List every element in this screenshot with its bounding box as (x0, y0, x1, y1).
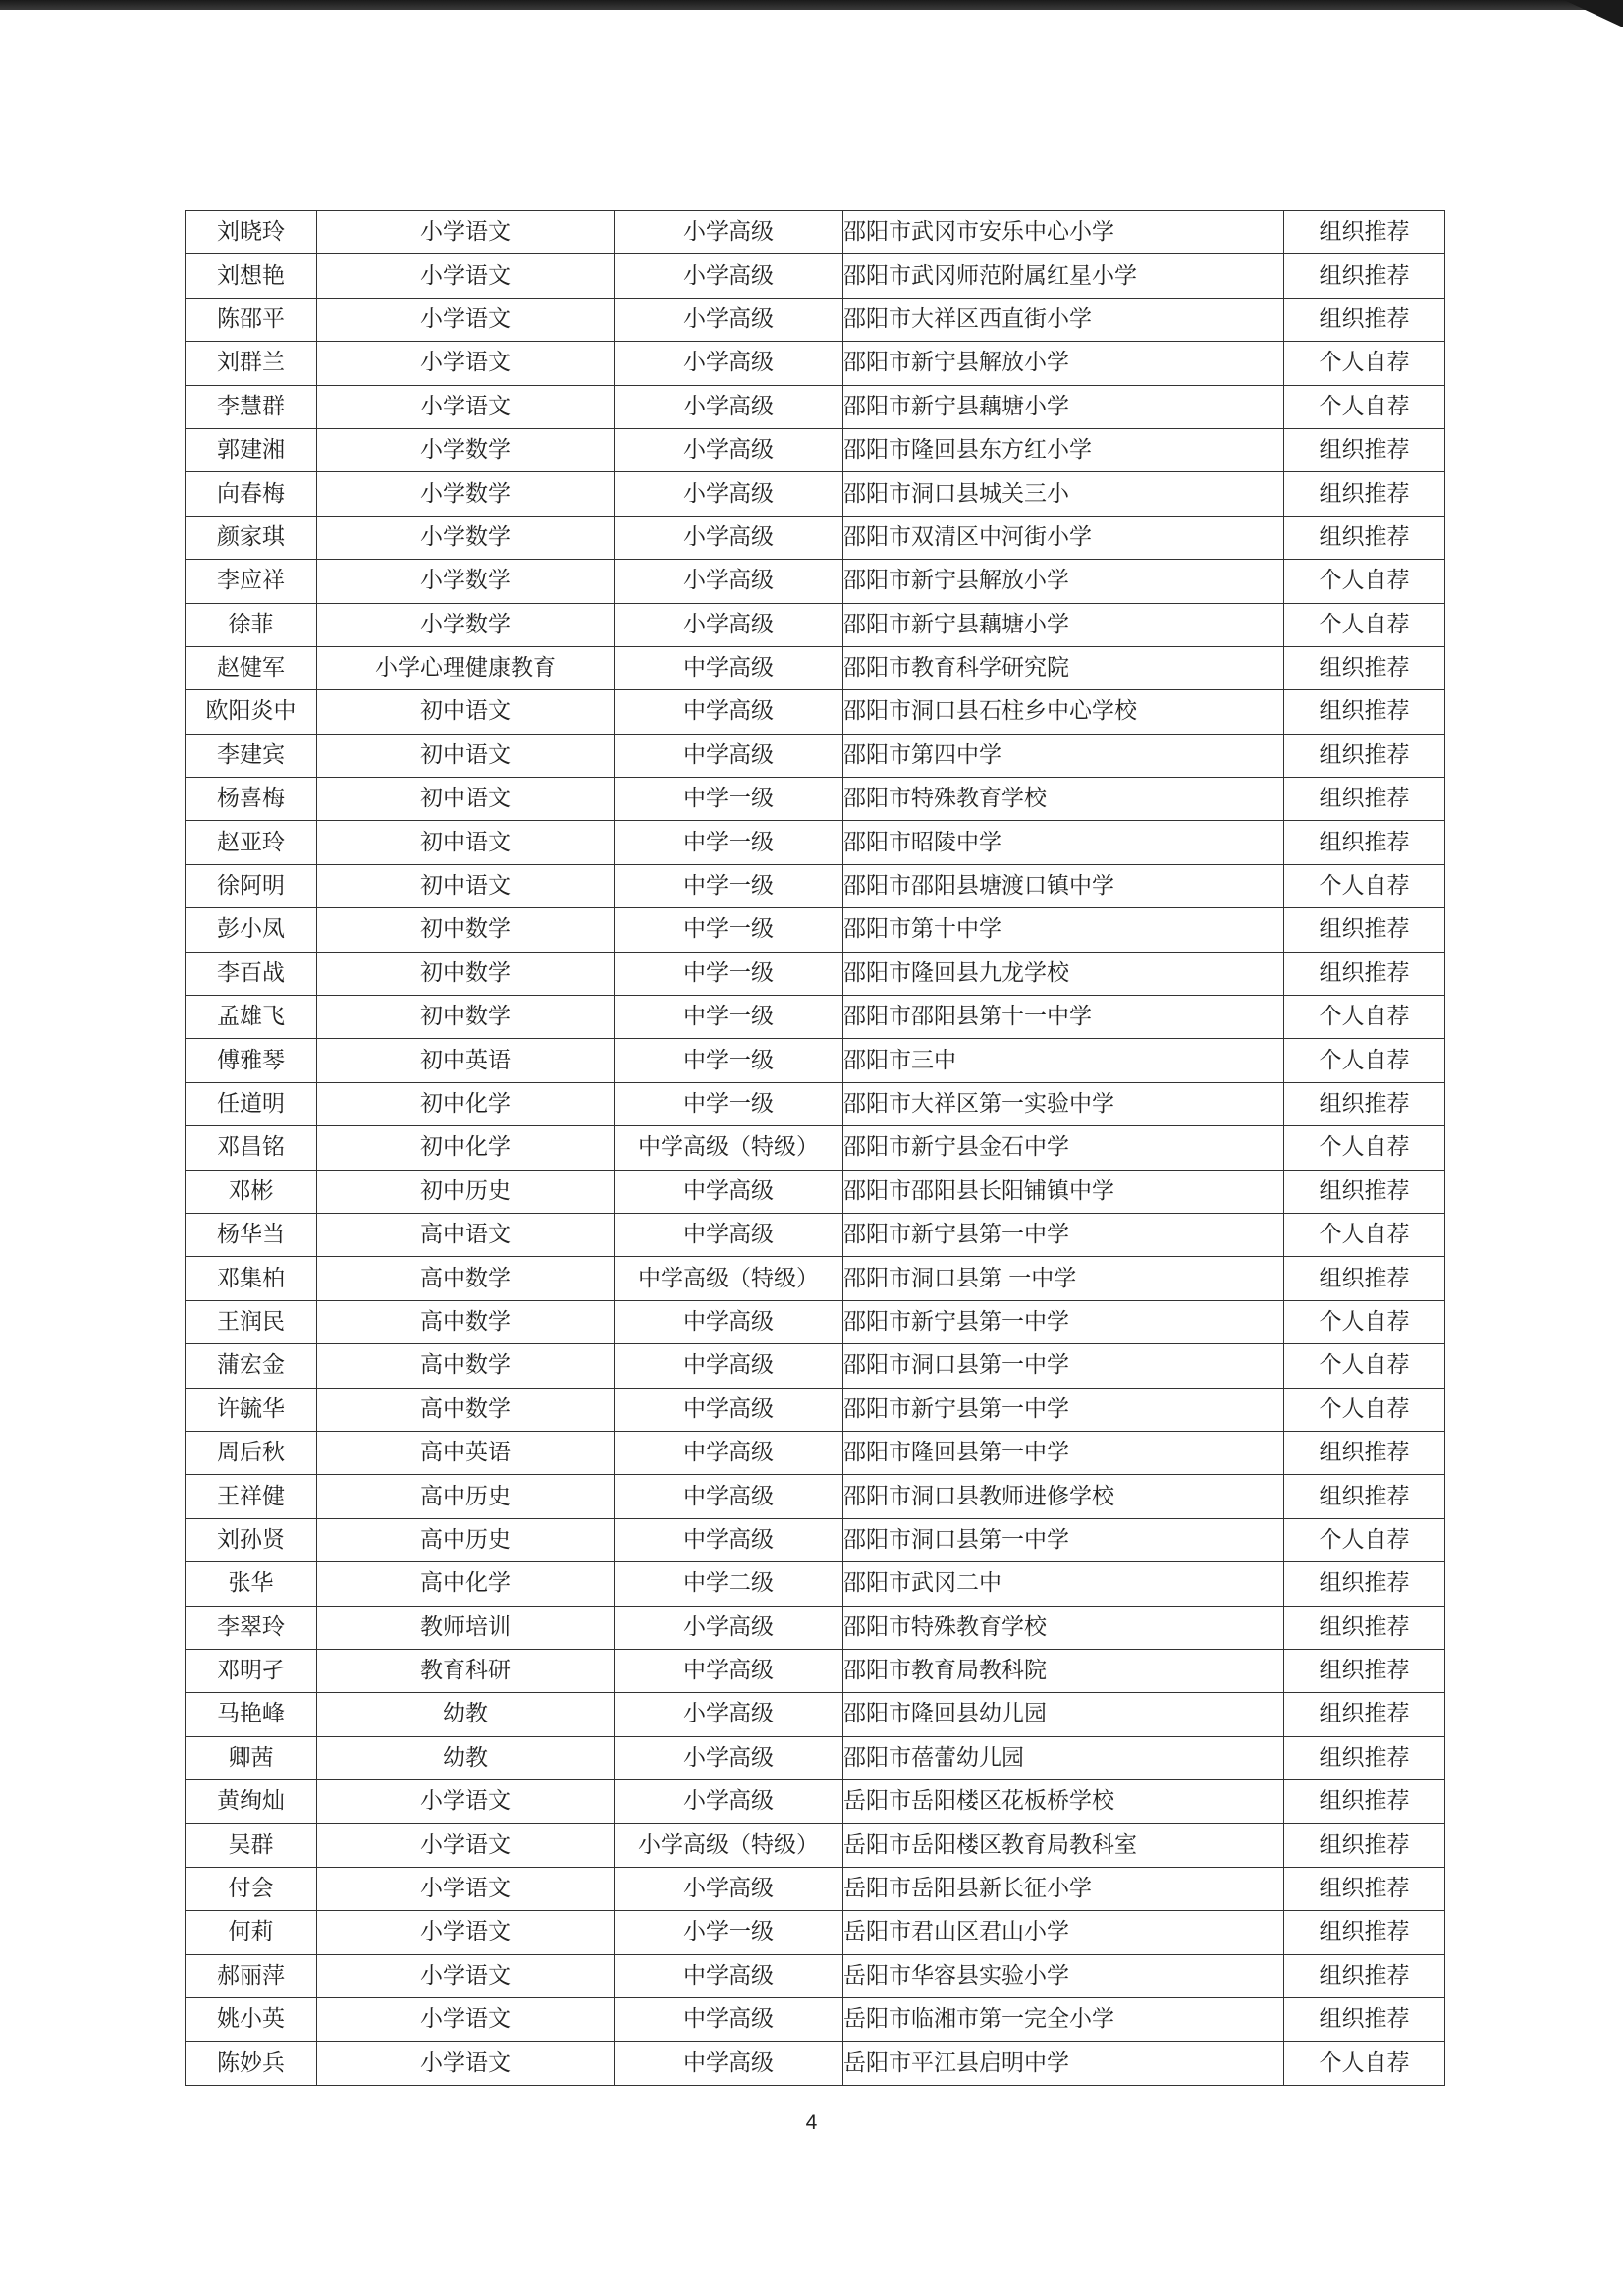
recommendation-type-cell: 个人自荐 (1284, 1300, 1445, 1343)
table-row (186, 1824, 1445, 1867)
subject-cell: 小学语文 (317, 385, 615, 428)
name-cell: 颜家琪 (186, 516, 317, 559)
table-row (186, 385, 1445, 428)
table-row (186, 778, 1445, 821)
school-cell: 邵阳市武冈师范附属红星小学 (843, 254, 1284, 298)
recommendation-type-cell: 组织推荐 (1284, 908, 1445, 952)
name-cell: 何莉 (186, 1911, 317, 1954)
recommendation-type-cell: 组织推荐 (1284, 472, 1445, 516)
school-cell: 邵阳市新宁县第一中学 (843, 1213, 1284, 1256)
recommendation-type-cell: 个人自荐 (1284, 385, 1445, 428)
school-cell: 邵阳市洞口县教师进修学校 (843, 1475, 1284, 1518)
recommendation-type-cell: 组织推荐 (1284, 516, 1445, 559)
recommendation-type-cell: 个人自荐 (1284, 1344, 1445, 1388)
school-cell: 邵阳市邵阳县长阳铺镇中学 (843, 1170, 1284, 1213)
title-cell: 中学高级 (615, 1998, 843, 2042)
subject-cell: 幼教 (317, 1693, 615, 1736)
title-cell: 中学高级（特级） (615, 1126, 843, 1170)
school-cell: 邵阳市洞口县城关三小 (843, 472, 1284, 516)
school-cell: 邵阳市武冈二中 (843, 1562, 1284, 1606)
recommendation-type-cell: 个人自荐 (1284, 1518, 1445, 1561)
school-cell: 邵阳市隆回县第一中学 (843, 1431, 1284, 1474)
subject-cell: 高中数学 (317, 1300, 615, 1343)
table-row (186, 1562, 1445, 1606)
table-row (186, 821, 1445, 864)
subject-cell: 初中语文 (317, 778, 615, 821)
scan-corner-mark (1564, 0, 1623, 27)
name-cell: 杨喜梅 (186, 778, 317, 821)
title-cell: 中学高级 (615, 1475, 843, 1518)
subject-cell: 初中数学 (317, 908, 615, 952)
school-cell: 岳阳市岳阳楼区教育局教科室 (843, 1824, 1284, 1867)
table-row (186, 996, 1445, 1039)
school-cell: 邵阳市大祥区第一实验中学 (843, 1082, 1284, 1125)
title-cell: 小学高级 (615, 603, 843, 646)
subject-cell: 小学语文 (317, 1998, 615, 2042)
table-row (186, 1780, 1445, 1824)
title-cell: 小学高级 (615, 472, 843, 516)
recommendation-type-cell: 个人自荐 (1284, 1213, 1445, 1256)
table-row (186, 1606, 1445, 1649)
name-cell: 徐菲 (186, 603, 317, 646)
recommendation-type-cell: 个人自荐 (1284, 864, 1445, 907)
subject-cell: 初中英语 (317, 1039, 615, 1082)
table-row (186, 952, 1445, 995)
recommendation-type-cell: 组织推荐 (1284, 778, 1445, 821)
subject-cell: 高中数学 (317, 1344, 615, 1388)
table-row (186, 472, 1445, 516)
table-row (186, 1257, 1445, 1300)
school-cell: 邵阳市新宁县第一中学 (843, 1388, 1284, 1431)
table-row (186, 1126, 1445, 1170)
title-cell: 小学高级 (615, 254, 843, 298)
name-cell: 卿茜 (186, 1736, 317, 1779)
subject-cell: 初中数学 (317, 996, 615, 1039)
table-row (186, 1039, 1445, 1082)
subject-cell: 初中化学 (317, 1082, 615, 1125)
school-cell: 邵阳市邵阳县塘渡口镇中学 (843, 864, 1284, 907)
title-cell: 中学高级 (615, 1170, 843, 1213)
school-cell: 邵阳市新宁县藕塘小学 (843, 385, 1284, 428)
subject-cell: 小学语文 (317, 342, 615, 385)
recommendation-type-cell: 个人自荐 (1284, 996, 1445, 1039)
school-cell: 邵阳市隆回县东方红小学 (843, 428, 1284, 471)
title-cell: 小学高级 (615, 298, 843, 341)
subject-cell: 高中化学 (317, 1562, 615, 1606)
name-cell: 傅雅琴 (186, 1039, 317, 1082)
title-cell: 中学高级（特级） (615, 1257, 843, 1300)
subject-cell: 高中语文 (317, 1213, 615, 1256)
recommendation-type-cell: 个人自荐 (1284, 1388, 1445, 1431)
name-cell: 郝丽萍 (186, 1954, 317, 1997)
title-cell: 中学高级 (615, 1431, 843, 1474)
teacher-roster-table (185, 210, 1445, 2086)
table-row (186, 1431, 1445, 1474)
school-cell: 邵阳市三中 (843, 1039, 1284, 1082)
title-cell: 中学一级 (615, 996, 843, 1039)
table-row (186, 646, 1445, 689)
name-cell: 任道明 (186, 1082, 317, 1125)
title-cell: 小学高级 (615, 1606, 843, 1649)
school-cell: 邵阳市教育局教科院 (843, 1649, 1284, 1692)
recommendation-type-cell: 组织推荐 (1284, 1736, 1445, 1779)
recommendation-type-cell: 个人自荐 (1284, 1126, 1445, 1170)
name-cell: 王祥健 (186, 1475, 317, 1518)
table-row (186, 211, 1445, 254)
school-cell: 邵阳市昭陵中学 (843, 821, 1284, 864)
subject-cell: 小学数学 (317, 560, 615, 603)
school-cell: 岳阳市君山区君山小学 (843, 1911, 1284, 1954)
name-cell: 郭建湘 (186, 428, 317, 471)
recommendation-type-cell: 组织推荐 (1284, 1649, 1445, 1692)
school-cell: 邵阳市邵阳县第十一中学 (843, 996, 1284, 1039)
subject-cell: 高中历史 (317, 1475, 615, 1518)
school-cell: 邵阳市双清区中河街小学 (843, 516, 1284, 559)
title-cell: 中学高级 (615, 1954, 843, 1997)
school-cell: 邵阳市第四中学 (843, 734, 1284, 777)
recommendation-type-cell: 组织推荐 (1284, 254, 1445, 298)
name-cell: 姚小英 (186, 1998, 317, 2042)
school-cell: 邵阳市大祥区西直街小学 (843, 298, 1284, 341)
recommendation-type-cell: 个人自荐 (1284, 342, 1445, 385)
title-cell: 小学高级 (615, 385, 843, 428)
title-cell: 中学高级 (615, 1344, 843, 1388)
table-row (186, 254, 1445, 298)
subject-cell: 高中数学 (317, 1388, 615, 1431)
school-cell: 邵阳市新宁县解放小学 (843, 560, 1284, 603)
title-cell: 中学一级 (615, 1039, 843, 1082)
subject-cell: 小学语文 (317, 1867, 615, 1910)
table-row (186, 734, 1445, 777)
recommendation-type-cell: 组织推荐 (1284, 428, 1445, 471)
title-cell: 小学高级 (615, 560, 843, 603)
recommendation-type-cell: 组织推荐 (1284, 1562, 1445, 1606)
subject-cell: 幼教 (317, 1736, 615, 1779)
subject-cell: 小学语文 (317, 2042, 615, 2085)
school-cell: 邵阳市特殊教育学校 (843, 1606, 1284, 1649)
name-cell: 吴群 (186, 1824, 317, 1867)
subject-cell: 初中语文 (317, 821, 615, 864)
school-cell: 邵阳市洞口县第一中学 (843, 1518, 1284, 1561)
title-cell: 中学高级 (615, 734, 843, 777)
recommendation-type-cell: 组织推荐 (1284, 690, 1445, 734)
recommendation-type-cell: 个人自荐 (1284, 2042, 1445, 2085)
table-row (186, 1693, 1445, 1736)
title-cell: 小学高级 (615, 342, 843, 385)
page-number: 4 (805, 2111, 818, 2134)
table-row (186, 2042, 1445, 2085)
name-cell: 李应祥 (186, 560, 317, 603)
recommendation-type-cell: 组织推荐 (1284, 1431, 1445, 1474)
school-cell: 邵阳市隆回县幼儿园 (843, 1693, 1284, 1736)
roster-body (186, 211, 1445, 2086)
name-cell: 徐阿明 (186, 864, 317, 907)
subject-cell: 初中语文 (317, 864, 615, 907)
recommendation-type-cell: 组织推荐 (1284, 1824, 1445, 1867)
recommendation-type-cell: 组织推荐 (1284, 211, 1445, 254)
school-cell: 邵阳市洞口县第 一中学 (843, 1257, 1284, 1300)
title-cell: 中学高级 (615, 690, 843, 734)
name-cell: 周后秋 (186, 1431, 317, 1474)
school-cell: 邵阳市洞口县第一中学 (843, 1344, 1284, 1388)
name-cell: 向春梅 (186, 472, 317, 516)
school-cell: 邵阳市新宁县金石中学 (843, 1126, 1284, 1170)
school-cell: 邵阳市新宁县藕塘小学 (843, 603, 1284, 646)
subject-cell: 小学语文 (317, 1911, 615, 1954)
title-cell: 中学一级 (615, 864, 843, 907)
subject-cell: 小学数学 (317, 516, 615, 559)
recommendation-type-cell: 组织推荐 (1284, 1170, 1445, 1213)
recommendation-type-cell: 组织推荐 (1284, 1082, 1445, 1125)
name-cell: 彭小凤 (186, 908, 317, 952)
title-cell: 中学一级 (615, 778, 843, 821)
title-cell: 小学高级 (615, 1736, 843, 1779)
title-cell: 中学一级 (615, 821, 843, 864)
subject-cell: 初中数学 (317, 952, 615, 995)
subject-cell: 小学语文 (317, 1954, 615, 1997)
title-cell: 中学高级 (615, 1649, 843, 1692)
name-cell: 李慧群 (186, 385, 317, 428)
school-cell: 邵阳市教育科学研究院 (843, 646, 1284, 689)
table-row (186, 1911, 1445, 1954)
school-cell: 邵阳市特殊教育学校 (843, 778, 1284, 821)
table-row (186, 690, 1445, 734)
title-cell: 中学一级 (615, 952, 843, 995)
subject-cell: 小学数学 (317, 603, 615, 646)
recommendation-type-cell: 组织推荐 (1284, 298, 1445, 341)
school-cell: 岳阳市华容县实验小学 (843, 1954, 1284, 1997)
subject-cell: 教育科研 (317, 1649, 615, 1692)
table-row (186, 603, 1445, 646)
subject-cell: 教师培训 (317, 1606, 615, 1649)
table-row (186, 298, 1445, 341)
school-cell: 邵阳市新宁县第一中学 (843, 1300, 1284, 1343)
name-cell: 刘孙贤 (186, 1518, 317, 1561)
school-cell: 邵阳市蓓蕾幼儿园 (843, 1736, 1284, 1779)
name-cell: 邓集柏 (186, 1257, 317, 1300)
subject-cell: 高中数学 (317, 1257, 615, 1300)
school-cell: 岳阳市临湘市第一完全小学 (843, 1998, 1284, 2042)
name-cell: 王润民 (186, 1300, 317, 1343)
recommendation-type-cell: 组织推荐 (1284, 821, 1445, 864)
name-cell: 黄绚灿 (186, 1780, 317, 1824)
name-cell: 赵健军 (186, 646, 317, 689)
table-row (186, 1213, 1445, 1256)
table-row (186, 864, 1445, 907)
title-cell: 小学高级 (615, 1693, 843, 1736)
recommendation-type-cell: 组织推荐 (1284, 1867, 1445, 1910)
subject-cell: 初中语文 (317, 690, 615, 734)
subject-cell: 小学语文 (317, 1824, 615, 1867)
subject-cell: 小学语文 (317, 1780, 615, 1824)
recommendation-type-cell: 组织推荐 (1284, 1911, 1445, 1954)
subject-cell: 高中英语 (317, 1431, 615, 1474)
name-cell: 李翠玲 (186, 1606, 317, 1649)
school-cell: 邵阳市新宁县解放小学 (843, 342, 1284, 385)
table-row (186, 1867, 1445, 1910)
name-cell: 张华 (186, 1562, 317, 1606)
table-row (186, 1518, 1445, 1561)
subject-cell: 小学语文 (317, 298, 615, 341)
subject-cell: 小学心理健康教育 (317, 646, 615, 689)
title-cell: 小学一级 (615, 1911, 843, 1954)
name-cell: 邓明孑 (186, 1649, 317, 1692)
subject-cell: 小学数学 (317, 472, 615, 516)
recommendation-type-cell: 组织推荐 (1284, 1475, 1445, 1518)
table-row (186, 1300, 1445, 1343)
name-cell: 李百战 (186, 952, 317, 995)
name-cell: 刘晓玲 (186, 211, 317, 254)
school-cell: 邵阳市武冈市安乐中心小学 (843, 211, 1284, 254)
recommendation-type-cell: 组织推荐 (1284, 1257, 1445, 1300)
name-cell: 邓昌铭 (186, 1126, 317, 1170)
table-row (186, 1998, 1445, 2042)
name-cell: 孟雄飞 (186, 996, 317, 1039)
name-cell: 邓彬 (186, 1170, 317, 1213)
table-row (186, 342, 1445, 385)
subject-cell: 高中历史 (317, 1518, 615, 1561)
title-cell: 中学高级 (615, 1388, 843, 1431)
school-cell: 邵阳市隆回县九龙学校 (843, 952, 1284, 995)
name-cell: 陈妙兵 (186, 2042, 317, 2085)
school-cell: 岳阳市平江县启明中学 (843, 2042, 1284, 2085)
table-row (186, 1954, 1445, 1997)
subject-cell: 小学语文 (317, 254, 615, 298)
subject-cell: 小学数学 (317, 428, 615, 471)
title-cell: 小学高级 (615, 211, 843, 254)
title-cell: 小学高级 (615, 428, 843, 471)
table-row (186, 516, 1445, 559)
recommendation-type-cell: 组织推荐 (1284, 952, 1445, 995)
recommendation-type-cell: 个人自荐 (1284, 1039, 1445, 1082)
table-row (186, 1475, 1445, 1518)
recommendation-type-cell: 组织推荐 (1284, 1780, 1445, 1824)
recommendation-type-cell: 组织推荐 (1284, 1606, 1445, 1649)
scan-edge-bar (0, 0, 1623, 10)
table-row (186, 560, 1445, 603)
title-cell: 中学高级 (615, 2042, 843, 2085)
recommendation-type-cell: 组织推荐 (1284, 734, 1445, 777)
table-row (186, 1344, 1445, 1388)
subject-cell: 初中历史 (317, 1170, 615, 1213)
name-cell: 马艳峰 (186, 1693, 317, 1736)
title-cell: 中学二级 (615, 1562, 843, 1606)
name-cell: 付会 (186, 1867, 317, 1910)
name-cell: 李建宾 (186, 734, 317, 777)
school-cell: 岳阳市岳阳楼区花板桥学校 (843, 1780, 1284, 1824)
subject-cell: 初中化学 (317, 1126, 615, 1170)
title-cell: 中学高级 (615, 1518, 843, 1561)
name-cell: 杨华当 (186, 1213, 317, 1256)
school-cell: 邵阳市第十中学 (843, 908, 1284, 952)
subject-cell: 初中语文 (317, 734, 615, 777)
title-cell: 小学高级（特级） (615, 1824, 843, 1867)
recommendation-type-cell: 个人自荐 (1284, 603, 1445, 646)
title-cell: 中学高级 (615, 1213, 843, 1256)
recommendation-type-cell: 组织推荐 (1284, 1693, 1445, 1736)
title-cell: 中学一级 (615, 908, 843, 952)
subject-cell: 小学语文 (317, 211, 615, 254)
school-cell: 邵阳市洞口县石柱乡中心学校 (843, 690, 1284, 734)
table-row (186, 1082, 1445, 1125)
title-cell: 小学高级 (615, 1867, 843, 1910)
recommendation-type-cell: 个人自荐 (1284, 560, 1445, 603)
name-cell: 刘想艳 (186, 254, 317, 298)
table-row (186, 1388, 1445, 1431)
name-cell: 陈邵平 (186, 298, 317, 341)
recommendation-type-cell: 组织推荐 (1284, 1998, 1445, 2042)
table-row (186, 1649, 1445, 1692)
recommendation-type-cell: 组织推荐 (1284, 1954, 1445, 1997)
title-cell: 小学高级 (615, 516, 843, 559)
title-cell: 小学高级 (615, 1780, 843, 1824)
table-row (186, 1736, 1445, 1779)
name-cell: 刘群兰 (186, 342, 317, 385)
school-cell: 岳阳市岳阳县新长征小学 (843, 1867, 1284, 1910)
table-row (186, 908, 1445, 952)
name-cell: 许毓华 (186, 1388, 317, 1431)
title-cell: 中学高级 (615, 1300, 843, 1343)
name-cell: 蒲宏金 (186, 1344, 317, 1388)
name-cell: 赵亚玲 (186, 821, 317, 864)
table-row (186, 1170, 1445, 1213)
title-cell: 中学高级 (615, 646, 843, 689)
table-row (186, 428, 1445, 471)
name-cell: 欧阳炎中 (186, 690, 317, 734)
recommendation-type-cell: 组织推荐 (1284, 646, 1445, 689)
title-cell: 中学一级 (615, 1082, 843, 1125)
